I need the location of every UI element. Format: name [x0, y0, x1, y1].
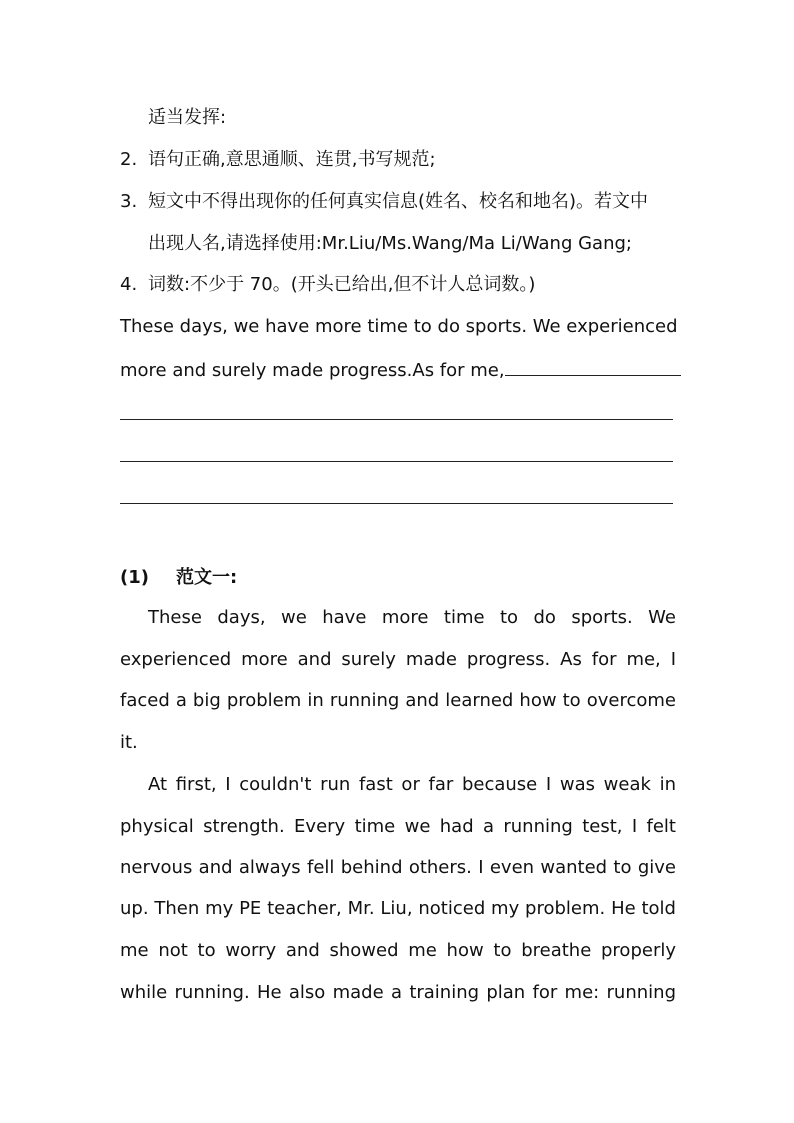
sample-number: (1) — [120, 567, 149, 588]
sample-p2-line: physical strength. Every time we had a running test, I felt — [120, 816, 676, 837]
prompt-line-2 — [120, 357, 676, 383]
sample-p1-line: faced a big problem in running and learned how to overcome — [120, 690, 676, 711]
answer-line-3 — [120, 503, 673, 504]
requirement-3-number: 3. — [120, 191, 138, 212]
sample-p2-line: up. Then my PE teacher, Mr. Liu, noticed my problem. He told — [120, 898, 676, 919]
requirement-2-number: 2. — [120, 149, 138, 170]
sample-p2-line: nervous and always fell behind others. I even wanted to give — [120, 857, 676, 878]
sample-p1-line: These days, we have more time to do sports. We — [148, 607, 676, 628]
sample-title: 范文一: — [176, 567, 238, 588]
requirement-3-text-b: 出现人名,请选择使用:Mr.Liu/Ms.Wang/Ma Li/Wang Gang; — [148, 233, 632, 254]
sample-p1-line: it. — [120, 732, 138, 753]
requirement-4-number: 4. — [120, 274, 138, 295]
prompt-line-2-text: more and surely made progress.As for me, — [120, 360, 505, 381]
sample-p2-line: while running. He also made a training plan for me: running — [120, 982, 676, 1003]
requirement-4 — [120, 273, 676, 297]
sample-p2-line: At first, I couldn't run fast or far because I was weak in — [148, 774, 676, 795]
sample-p2-line: me not to worry and showed me how to breathe properly — [120, 940, 676, 961]
answer-line-2 — [120, 461, 673, 462]
requirement-3 — [120, 190, 676, 214]
sample-heading — [120, 566, 676, 590]
answer-line-1 — [120, 419, 673, 420]
answer-blank-inline — [505, 357, 681, 376]
sample-p1-line: experienced more and surely made progress. As for me, I — [120, 649, 676, 670]
prompt-line-1: These days, we have more time to do sports. We experienced — [120, 316, 678, 337]
requirement-2-text: 语句正确,意思通顺、连贯,书写规范; — [148, 149, 436, 170]
requirement-2 — [120, 148, 676, 172]
requirement-3-text-a: 短文中不得出现你的任何真实信息(姓名、校名和地名)。若文中 — [148, 191, 649, 212]
requirement-1-continuation: 适当发挥: — [148, 107, 227, 128]
requirement-4-text: 词数:不少于 70。(开头已给出,但不计人总词数。) — [148, 274, 536, 295]
